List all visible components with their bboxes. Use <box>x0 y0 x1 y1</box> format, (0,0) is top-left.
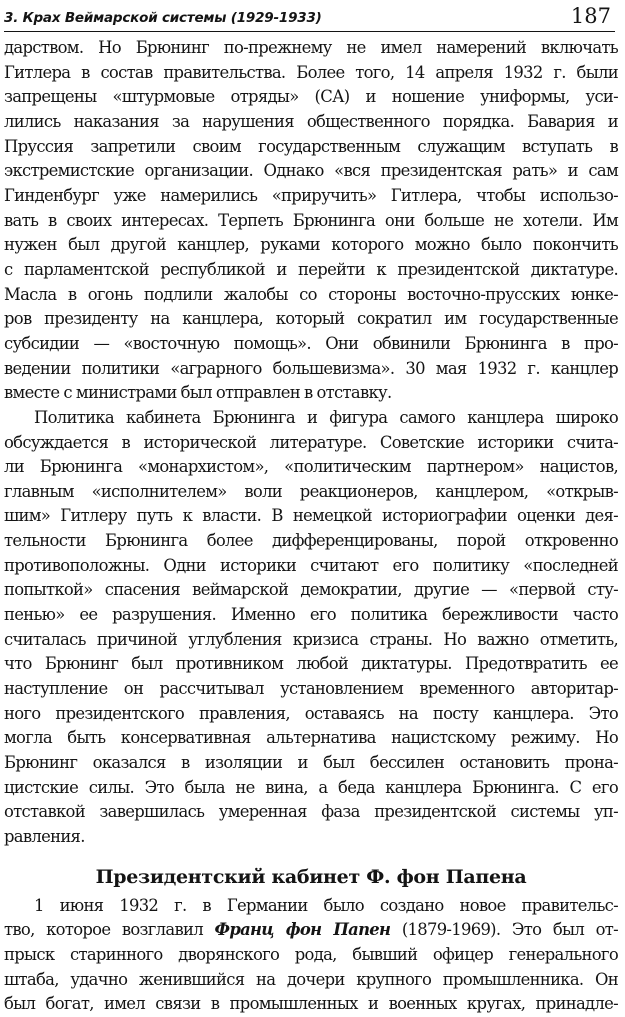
page-header <box>4 4 615 32</box>
text-line: Политика кабинета Брюнинга и фигура самого канцлера широко <box>34 407 618 427</box>
page-number: 187 <box>570 4 611 28</box>
text-line: отставкой завершилась умеренная фаза президентской системы уп- <box>4 802 618 822</box>
text-line-with-name <box>4 918 618 943</box>
text-line: могла быть консервативная альтернатива нацистскому режиму. Но <box>4 728 618 748</box>
page-body <box>4 36 618 1017</box>
text-line: экстремистские организации. Однако «вся президентская рать» и сам <box>4 161 618 181</box>
text-line: Брюнинг оказался в изоляции и был бессилен остановить прона- <box>4 753 618 773</box>
text-line: с парламентской республикой и перейти к президентской диктатуре. <box>4 259 618 279</box>
text-line: Пруссия запретили своим государственным служащим вступать в <box>4 136 618 156</box>
text-segment: тво, которое возглавил <box>4 920 215 940</box>
text-line: ли Брюнинга «монархистом», «политическим партнером» нацистов, <box>4 457 618 477</box>
text-line: прыск старинного дворянского рода, бывший офицер генерального <box>4 944 618 964</box>
text-line: вать в своих интересах. Терпеть Брюнинга они больше не хотели. Им <box>4 210 618 230</box>
text-line: ного президентского правления, оставаясь на посту канцлера. Это <box>4 703 618 723</box>
text-line: считалась причиной углубления кризиса страны. Но важно отметить, <box>4 629 618 649</box>
text-line: лились наказания за нарушения общественного порядка. Бавария и <box>4 111 618 131</box>
text-line: дарством. Но Брюнинг по-прежнему не имел намерений включать <box>4 38 618 57</box>
text-line: попыткой» спасения веймарской демократии, другие — «первой сту- <box>4 580 618 600</box>
text-line: обсуждается в исторической литературе. Советские историки счита- <box>4 432 618 452</box>
text-line: пенью» ее разрушения. Именно его политика бережливости часто <box>4 605 618 625</box>
text-line: Масла в огонь подлили жалобы со стороны восточно-прусских юнке- <box>4 284 618 304</box>
text-line: субсидии — «восточную помощь». Они обвинили Брюнинга в про- <box>4 333 618 353</box>
text-line: запрещены «штурмовые отряды» (СА) и ношение униформы, уси- <box>4 87 618 107</box>
paragraph-3 <box>4 894 618 1017</box>
text-line: цистские силы. Это была не вина, а беда канцлера Брюнинга. С его <box>4 777 618 797</box>
paragraph-1 <box>4 36 618 406</box>
text-segment: (1879-1969). Это был от- <box>390 920 618 940</box>
paragraph-2 <box>4 406 618 850</box>
text-line: вместе с министрами был отправлен в отставку. <box>4 383 392 403</box>
text-line: ров президенту на канцлера, который сократил им государственные <box>4 309 618 329</box>
text-line: Гинденбург уже намерились «приручить» Гитлера, чтобы использо- <box>4 185 618 205</box>
text-line: шим» Гитлеру путь к власти. В немецкой историографии оценки дея- <box>4 506 618 526</box>
text-line: штаба, удачно женившийся на дочери крупного промышленника. Он <box>4 969 618 989</box>
text-line: что Брюнинг был противником любой диктатуры. Предотвратить ее <box>4 654 618 674</box>
text-line: тельности Брюнинга более дифференцированы, порой откровенно <box>4 531 618 551</box>
text-line: ведении политики «аграрного большевизма». 30 мая 1932 г. канцлер <box>4 358 618 378</box>
text-line: наступление он рассчитывал установлением временного авторитар- <box>4 679 618 699</box>
section-heading: Президентский кабинет Ф. фон Папена <box>95 865 527 888</box>
text-line: Гитлера в состав правительства. Более того, 14 апреля 1932 г. были <box>4 62 618 82</box>
person-name-emphasis: Франц фон Папен <box>214 920 391 940</box>
text-line: нужен был другой канцлер, руками которого можно было покончить <box>4 235 618 255</box>
text-line: равления. <box>4 827 85 846</box>
running-title: 3. Крах Веймарской системы (1929-1933) <box>4 10 322 26</box>
text-line: противоположны. Одни историки считают его политику «последней <box>4 555 618 575</box>
text-line: главным «исполнителем» воли реакционеров, канцлером, «открыв- <box>4 481 618 501</box>
header-rule <box>4 31 615 32</box>
text-line: был богат, имел связи в промышленных и военных кругах, принадле- <box>4 994 618 1014</box>
text-line: 1 июня 1932 г. в Германии было создано новое правительс- <box>34 895 618 915</box>
